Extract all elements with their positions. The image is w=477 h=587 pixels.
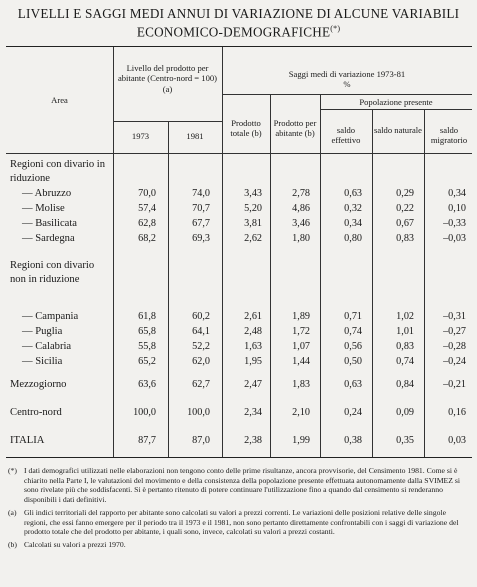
row-label: Mezzogiorno — [10, 379, 67, 390]
row-label: — Molise — [22, 203, 65, 214]
header-1973: 1973 — [131, 131, 150, 141]
cell-value: 0,50 — [344, 356, 362, 367]
cell-value: 70,0 — [138, 188, 156, 199]
cell-value: 100,0 — [187, 407, 210, 418]
footnote — [8, 540, 470, 550]
footnote-text: I dati demografici utilizzati nelle elaborazioni non tengono conto delle prime risultanze, ancora provvisorie, del Censimento 1981. Come si è chiarito nella Parte I, le valutazioni del movimento e della consistenza della popolazione presente effettuata autonomamente dalla SVIMEZ si sono rivelate più che soddisfacenti. Si è pertanto ritenuto di potere continuare l'utilizzazione fino a quando dal censimento si renderanno disponibili i dati definitivi. — [24, 466, 460, 505]
footnote-mark: (b) — [8, 539, 17, 549]
header-rates: Saggi medi di variazione 1973-81 — [288, 69, 406, 79]
cell-value: 2,61 — [244, 311, 262, 322]
cell-value: 0,09 — [396, 407, 414, 418]
cell-value: 0,38 — [344, 435, 362, 446]
cell-value: 4,86 — [292, 203, 310, 214]
cell-value: 1,95 — [244, 356, 262, 367]
cell-value: –0,28 — [443, 341, 466, 352]
cell-value: 61,8 — [138, 311, 156, 322]
row-label: — Calabria — [22, 341, 72, 352]
row-label: — Campania — [22, 311, 79, 322]
group-label: Regioni con divario non in riduzione — [10, 260, 95, 285]
cell-value: 1,83 — [292, 379, 310, 390]
cell-value: 0,56 — [344, 341, 362, 352]
cell-value: 0,32 — [344, 203, 362, 214]
cell-value: 0,67 — [396, 218, 414, 229]
cell-value: 0,84 — [396, 379, 414, 390]
cell-value: 2,47 — [244, 379, 262, 390]
cell-value: 1,80 — [292, 233, 310, 244]
footnote-mark: (*) — [8, 466, 17, 475]
title-mark: (*) — [330, 24, 341, 33]
cell-value: 0,63 — [344, 188, 362, 199]
cell-value: 87,7 — [138, 435, 156, 446]
cell-value: 1,44 — [292, 356, 310, 367]
rule-eff — [372, 109, 373, 457]
cell-value: 2,62 — [244, 233, 262, 244]
cell-value: 60,2 — [192, 311, 210, 322]
cell-value: 62,0 — [192, 356, 210, 367]
rule-pop-sub — [320, 109, 472, 110]
table-title — [0, 6, 477, 39]
cell-value: 0,83 — [396, 341, 414, 352]
cell-value: 0,34 — [448, 188, 466, 199]
row-label: Centro-nord — [10, 407, 62, 418]
header-total: Prodotto totale (b) — [230, 118, 262, 139]
cell-value: 87,0 — [192, 435, 210, 446]
row-label: — Sicilia — [22, 356, 63, 367]
cell-value: –0,21 — [443, 379, 466, 390]
cell-value: 62,7 — [192, 379, 210, 390]
cell-value: 70,7 — [192, 203, 210, 214]
cell-value: 5,20 — [244, 203, 262, 214]
cell-value: 63,6 — [138, 379, 156, 390]
cell-value: 65,2 — [138, 356, 156, 367]
row-label: — Puglia — [22, 326, 63, 337]
cell-value: –0,31 — [443, 311, 466, 322]
cell-value: 2,48 — [244, 326, 262, 337]
rule-header-bottom — [6, 153, 472, 154]
cell-value: 65,8 — [138, 326, 156, 337]
rule-total — [270, 94, 271, 457]
cell-value: 3,46 — [292, 218, 310, 229]
header-area: Area — [51, 95, 68, 105]
header-level: Livello del prodotto per abitante (Centro-nord = 100) (a) — [117, 63, 218, 94]
cell-value: 55,8 — [138, 341, 156, 352]
cell-value: 0,03 — [448, 435, 466, 446]
cell-value: 0,35 — [396, 435, 414, 446]
rule-nat — [424, 109, 425, 457]
cell-value: 62,8 — [138, 218, 156, 229]
footnote-text: Gli indici territoriali del rapporto per abitante sono calcolati su valori a prezzi correnti. Le variazioni delle posizioni relative delle singole regioni, che essi fanno emergere per il periodo tra il 1973 e il 1981, non sono pertanto direttamente confrontabili con i saggi di variazione del prodotto totale che del prodotto per abitante, i quali sono, invece, calcolati su valori a prezzi costanti. — [24, 507, 459, 537]
cell-value: 2,38 — [244, 435, 262, 446]
cell-value: 3,81 — [244, 218, 262, 229]
cell-value: 100,0 — [133, 407, 156, 418]
cell-value: 64,1 — [192, 326, 210, 337]
header-saldo-effettivo: saldo effettivo — [331, 125, 361, 146]
rule-1973 — [168, 121, 169, 457]
header-pop: Popolazione presente — [359, 97, 433, 107]
cell-value: 74,0 — [192, 188, 210, 199]
header-rates-unit: % — [343, 79, 351, 89]
cell-value: 2,34 — [244, 407, 262, 418]
cell-value: 1,02 — [396, 311, 414, 322]
cell-value: 0,22 — [396, 203, 414, 214]
cell-value: 69,3 — [192, 233, 210, 244]
row-label: — Basilicata — [22, 218, 78, 229]
footnote-text: Calcolati su valori a prezzi 1970. — [24, 539, 126, 549]
cell-value: 1,01 — [396, 326, 414, 337]
cell-value: –0,33 — [443, 218, 466, 229]
title-line-1: LIVELLI E SAGGI MEDI ANNUI DI VARIAZIONE DI ALCUNE VARIABILI — [17, 6, 460, 21]
header-saldo-migratorio: saldo migratorio — [430, 125, 468, 146]
cell-value: 0,10 — [448, 203, 466, 214]
footnotes — [8, 466, 470, 553]
footnote — [8, 466, 470, 505]
cell-value: 0,74 — [344, 326, 362, 337]
cell-value: 1,99 — [292, 435, 310, 446]
cell-value: 0,34 — [344, 218, 362, 229]
rule-level — [222, 47, 223, 457]
rule-rates-sub — [222, 94, 472, 95]
cell-value: 1,07 — [292, 341, 310, 352]
rule-level-sub — [113, 121, 222, 122]
cell-value: 2,78 — [292, 188, 310, 199]
footnote — [8, 508, 470, 537]
footnote-mark: (a) — [8, 507, 17, 517]
cell-value: 2,10 — [292, 407, 310, 418]
cell-value: 67,7 — [192, 218, 210, 229]
row-label: — Abruzzo — [22, 188, 72, 199]
cell-value: 52,2 — [192, 341, 210, 352]
cell-value: –0,27 — [443, 326, 466, 337]
rule-area — [113, 47, 114, 457]
row-label: — Sardegna — [22, 233, 75, 244]
header-percap: Prodotto per abitante (b) — [273, 118, 317, 139]
cell-value: 0,71 — [344, 311, 362, 322]
cell-value: 0,80 — [344, 233, 362, 244]
cell-value: 57,4 — [138, 203, 156, 214]
row-label: ITALIA — [10, 435, 45, 446]
cell-value: 0,83 — [396, 233, 414, 244]
cell-value: 1,72 — [292, 326, 310, 337]
cell-value: 0,74 — [396, 356, 414, 367]
cell-value: –0,24 — [443, 356, 466, 367]
cell-value: 0,63 — [344, 379, 362, 390]
header-saldo-naturale: saldo naturale — [374, 125, 422, 135]
rule-percap — [320, 94, 321, 457]
data-table — [6, 46, 472, 458]
header-1981: 1981 — [186, 131, 204, 141]
cell-value: 68,2 — [138, 233, 156, 244]
cell-value: –0,03 — [443, 233, 466, 244]
cell-value: 1,89 — [292, 311, 310, 322]
cell-value: 0,24 — [344, 407, 362, 418]
group-label: Regioni con divario in riduzione — [10, 159, 106, 184]
cell-value: 0,16 — [448, 407, 466, 418]
title-line-2: ECONOMICO-DEMOGRAFICHE — [136, 24, 331, 40]
cell-value: 3,43 — [244, 188, 262, 199]
cell-value: 0,29 — [396, 188, 414, 199]
cell-value: 1,63 — [244, 341, 262, 352]
